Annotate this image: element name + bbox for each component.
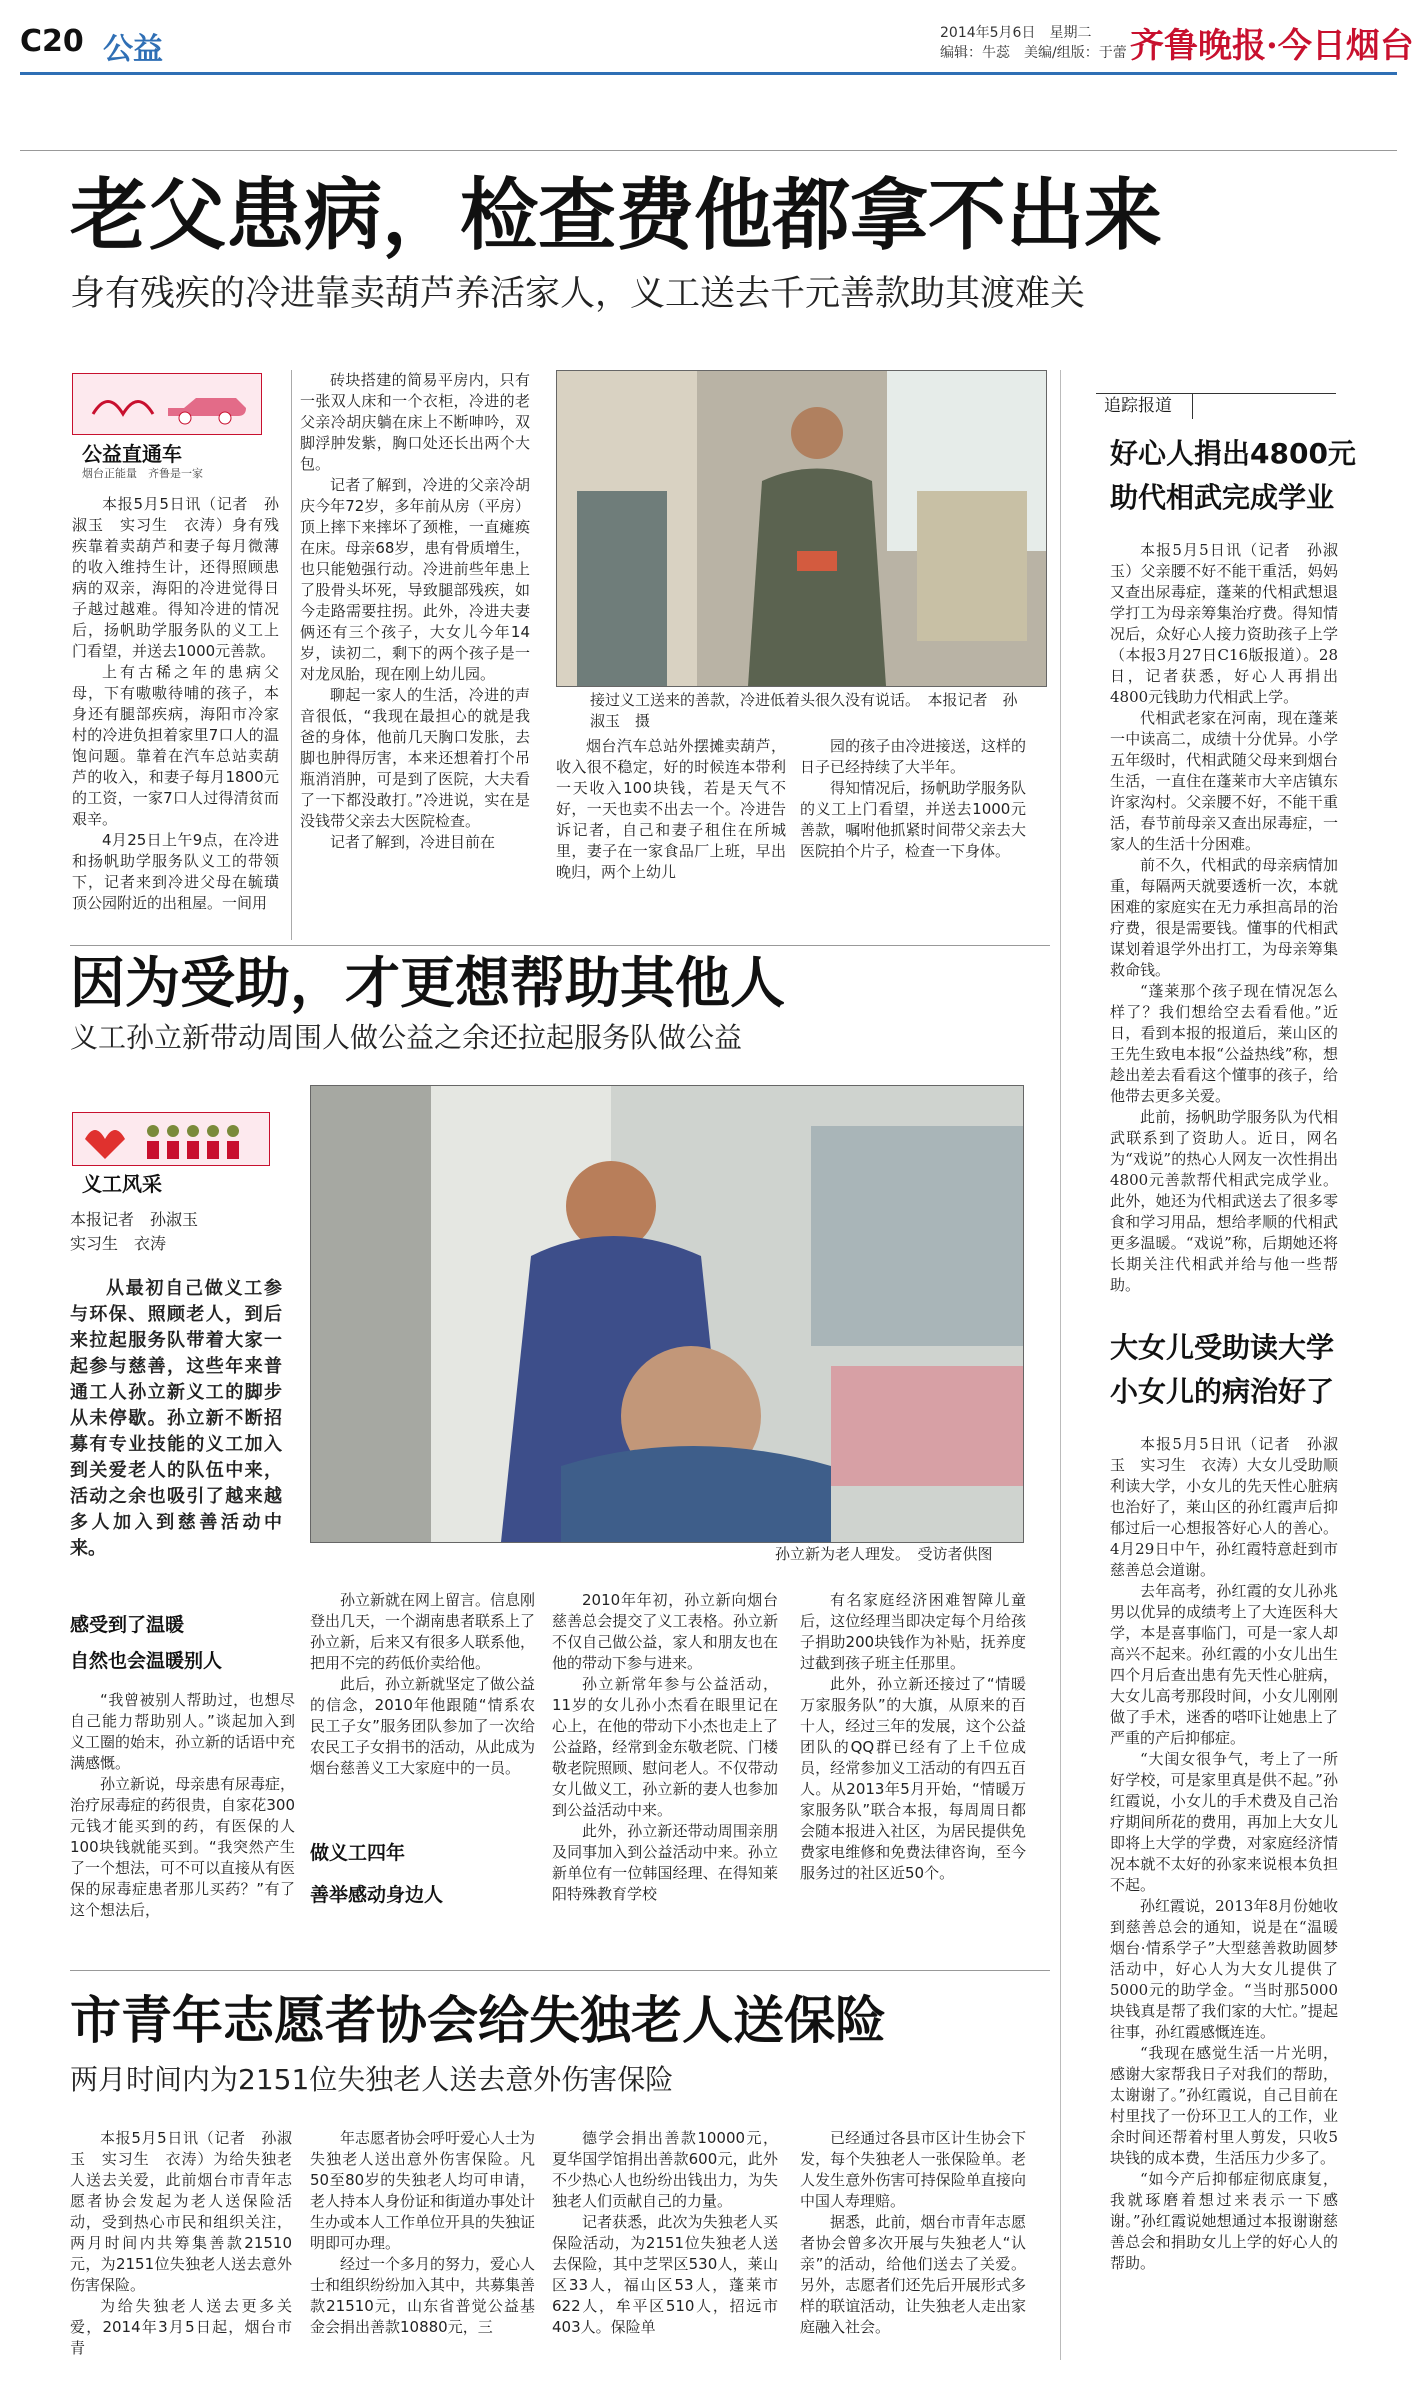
article1-photo xyxy=(556,370,1047,687)
car-heart-icon xyxy=(73,374,261,434)
article2-byline2: 实习生 衣涛 xyxy=(70,1234,167,1253)
section-name: 公益 xyxy=(103,32,163,67)
newspaper-logo: 齐鲁晚报·今日烟台 xyxy=(1130,26,1414,66)
article2-subhead2: 自然也会温暖别人 xyxy=(70,1650,223,1672)
article2-photo-caption: 孙立新为老人理发。 受访者供图 xyxy=(775,1545,993,1563)
article2-headline: 因为受助，才更想帮助其他人 xyxy=(70,951,786,1015)
article1-col3: 烟台汽车总站外摆摊卖葫芦，收入很不稳定，好的时候连本带利一天收入100块钱，若是天气不好，一天也卖不出去一个。冷进告诉记者，自己和妻子租住在所城里，妻子在一家食品厂上班，早出晚归，两个上幼儿 xyxy=(556,737,786,881)
article3-subheadline: 两月时间内为2151位失独老人送去意外伤害保险 xyxy=(70,2063,674,2096)
article2-subhead4: 善举感动身边人 xyxy=(310,1884,444,1906)
article1-photo-caption: 接过义工送来的善款，冷进低着头很久没有说话。 本报记者 孙淑玉 摄 xyxy=(590,691,1018,730)
top-divider xyxy=(20,150,1397,151)
sidebar-story2-body: 本报5月5日讯（记者 孙淑玉 实习生 衣涛）大女儿受助顺利读大学，小女儿的先天性心脏病也治好了，莱山区的孙红霞声后抑郁过后一心想报答好心人的善心。4月29日中午，孙红霞特意赶到市慈善总会道谢。 去年高考，孙红霞的女儿孙兆男以优异的成绩考上了大连医科大学，本是喜事临门，可是一家人却高兴不起来。孙红霞的小女儿出生四个月后查出患有先天性心脏病，大女儿高考那段时间，小女儿刚刚做了手术，迷香的嗒吓让她患上了严重的产后抑郁症。 “大闺女很争气，考上了一所好学校，可是家里真是供不起。”孙红霞说，小女儿的手术费及自己治疗期间所花的费用，再加上大女儿即将上大学的学费，对家庭经济情况本就不太好的孙家来说根本负担不起。 孙红霞说，2013年8月份她收到慈善总会的通知，说是在“温暖烟台·情系学子”大型慈善救助圆梦活动中，好心人为大女儿提供了5000元的助学金。“当时那5000块钱真是帮了我们家的大忙。”提起往事，孙红霞感慨连连。 “我现在感觉生活一片光明，感谢大家帮我日子对我们的帮助，太谢谢了。”孙红霞说，自己目前在村里找了一份环卫工人的工作，业余时间还帮着村里人剪发，只收5块钱的成本费，生活压力少多了。 “如今产后抑郁症彻底康复，我就琢磨着想过来表示一下感谢。”孙红霞说她想通过本报谢谢慈善总会和捐助女儿上学的好心人的帮助。 xyxy=(1110,1435,1338,2272)
sidebar-story1-title1: 好心人捐出4800元 xyxy=(1110,437,1356,470)
column-logo-volunteer xyxy=(72,1112,270,1166)
haircut-photo xyxy=(311,1086,1023,1542)
hands-heart-icon xyxy=(73,1113,269,1165)
article3-col1: 本报5月5日讯（记者 孙淑玉 实习生 衣涛）为给失独老人送去关爱，此前烟台市青年志愿者协会发起为老人送保险活动，受到热心市民和组织关注，两月时间内共筹集善款21510元，为2151位失独老人送去意外伤害保险。 为给失独老人送去更多关爱，2014年3月5日起，烟台市青 xyxy=(70,2129,292,2357)
editors-line: 编辑：牛蕊 美编/组版：于蕾 xyxy=(940,45,1127,61)
masthead-rule xyxy=(20,72,1397,75)
article3-headline: 市青年志愿者协会给失独老人送保险 xyxy=(70,1992,887,2051)
column2-label: 义工风采 xyxy=(82,1172,162,1196)
page-number: C20 xyxy=(20,24,84,59)
sidebar-story1-title2: 助代相武完成学业 xyxy=(1110,481,1335,514)
article1-col2: 砖块搭建的简易平房内，只有一张双人床和一个衣柜，冷进的老父亲冷胡庆躺在床上不断呻吟，双脚浮肿发紫，胸口处还长出两个大包。 记者了解到，冷进的父亲冷胡庆今年72岁，多年前从房（平房）顶上摔下来摔坏了颈椎，一直瘫痪在床。母亲68岁，患有骨质增生，也只能勉强行动。冷进前些年患上了股骨头坏死，导致腿部残疾，如今走路需要拄拐。此外，冷进夫妻俩还有三个孩子，大女儿今年14岁，读初二，剩下的两个孩子是一对龙凤胎，现在刚上幼儿园。 聊起一家人的生活，冷进的声音很低，“我现在最担心的就是我爸的身体，他前几天胸口发胀，去脚也肿得厉害，本来还想着打个吊瓶消消肿，可是到了医院，大夫看了一下都没敢打。”冷进说，实在是没钱带父亲去大医院检查。 记者了解到，冷进目前在 xyxy=(300,371,530,851)
sidebar-story1-body: 本报5月5日讯（记者 孙淑玉）父亲腰不好不能干重活，妈妈又查出尿毒症，蓬莱的代相武想退学打工为母亲筹集治疗费。得知情况后，众好心人接力资助孩子上学（本报3月27日C16版报道）。28日，记者获悉，好心人再捐出4800元钱助力代相武上学。 代相武老家在河南，现在蓬莱一中读高二，成绩十分优异。小学五年级时，代相武随父母来到烟台生活，一直住在蓬莱市大辛店镇东许家沟村。父亲腰不好，不能干重活，春节前母亲又查出尿毒症，一家人的生活十分困难。 前不久，代相武的母亲病情加重，每隔两天就要透析一次，本就困难的家庭实在无力承担高昂的治疗费，很是需要钱。懂事的代相武谋划着退学外出打工，为母亲筹集救命钱。 “蓬莱那个孩子现在情况怎么样了？我们想给空去看看他。”近日，看到本报的报道后，莱山区的王先生致电本报“公益热线”称，想趁出差去看看这个懂事的孩子，给他带去更多关爱。 此前，扬帆助学服务队为代相武联系到了资助人。近日，网名为“戏说”的热心人网友一次性捐出4800元善款帮代相武完成学业。此外，她还为代相武送去了很多零食和学习用品，想给孝顺的代相武更多温暖。“戏说”称，后期她还将长期关注代相武并给与他一些帮助。 xyxy=(1110,541,1338,1294)
article3-col4: 已经通过各县市区计生协会下发，每个失独老人一张保险单。老人发生意外伤害可持保险单直接向中国人寿理赔。 据悉，此前，烟台市青年志愿者协会曾多次开展与失独老人“认亲”的活动，给他们送去了关爱。另外，志愿者们还先后开展形式多样的联谊活动，让失独老人走出家庭融入社会。 xyxy=(800,2129,1026,2336)
article1-headline: 老父患病，检查费他都拿不出来 xyxy=(70,171,1163,261)
article2-col1: “我曾被别人帮助过，也想尽自己能力帮助别人。”谈起加入到义工圈的始末，孙立新的话语中充满感慨。 孙立新说，母亲患有尿毒症，治疗尿毒症的药很贵，自家花300元钱才能买到的药，有医保的人100块钱就能买到。“我突然产生了一个想法，可不可以直接从有医保的尿毒症患者那儿买药？”有了这个想法后， xyxy=(70,1691,296,1919)
man-holding-money-photo xyxy=(557,371,1046,686)
article3-col2: 年志愿者协会呼吁爱心人士为失独老人送出意外伤害保险。凡50至80岁的失独老人均可申请，老人持本人身份证和街道办事处计生办或本人工作单位开具的失独证明即可办理。 经过一个多月的努力，爱心人士和组织纷纷加入其中，共募集善款21510元，山东省普觉公益基金会捐出善款10880元，三 xyxy=(310,2129,536,2336)
article2-subheadline: 义工孙立新带动周围人做公益之余还拉起服务队做公益 xyxy=(70,1021,743,1054)
article1-col1: 本报5月5日讯（记者 孙淑玉 实习生 衣涛）身有残疾靠着卖葫芦和妻子每月微薄的收入维持生计，还得照顾患病的双亲，海阳的冷进觉得日子越过越难。得知冷进的情况后，扬帆助学服务队的义工上门看望，并送去1000元善款。 上有古稀之年的患病父母，下有嗷嗷待哺的孩子，本身还有腿部疾病，海阳市冷家村的冷进负担着家里7口人的温饱问题。靠着在汽车总站卖葫芦的收入，和妻子每月1800元的工资，一家7口人过得清贫而艰辛。 4月25日上午9点，在冷进和扬帆助学服务队义工的带领下，记者来到冷进父母在毓璜顶公园附近的出租屋。一间用 xyxy=(72,495,279,912)
article3-col3: 德学会捐出善款10000元，夏华国学馆捐出善款600元，此外不少热心人也纷纷出钱出力，为失独老人们贡献自己的力量。 记者获悉，此次为失独老人买保险活动，为2151位失独老人送去保险，其中芝罘区530人，莱山区33人，福山区53人，蓬莱市622人，牟平区510人，招远市403人。保险单 xyxy=(552,2129,778,2336)
issue-date: 2014年5月6日 星期二 xyxy=(940,25,1092,41)
article2-subhead1: 感受到了温暖 xyxy=(70,1614,185,1636)
column-label: 公益直通车 xyxy=(82,442,182,466)
sidebar-story2-title1: 大女儿受助读大学 xyxy=(1110,1331,1335,1364)
column-logo-car xyxy=(72,373,262,435)
article2-col4: 有名家庭经济困难智障儿童后，这位经理当即决定每个月给孩子捐助200块钱作为补贴，抚养度过截到孩子班主任那里。 此外，孙立新还接过了“情暖万家服务队”的大旗，从原来的百十人，经过三年的发展，这个公益团队的QQ群已经有了上千位成员，经常参加义工活动的有四五百人。从2013年5月开始，“情暖万家服务队”联合本报，每周周日都会随本报进入社区，为居民提供免费家电维修和免费法律咨询，至今服务过的社区近50个。 xyxy=(800,1591,1026,1882)
article2-lead: 从最初自己做义工参与环保、照顾老人，到后来拉起服务队带着大家一起参与慈善，这些年来普通工人孙立新义工的脚步从未停歇。孙立新不断招募有专业技能的义工加入到关爱老人的队伍中来，活动之余也吸引了越来越多人加入到慈善活动中来。 xyxy=(70,1278,282,1559)
article1-col4: 园的孩子由冷进接送，这样的日子已经持续了大半年。 得知情况后，扬帆助学服务队的义工上门看望，并送去1000元善款，嘱咐他抓紧时间带父亲去大医院拍个片子，检查一下身体。 xyxy=(800,737,1026,860)
sidebar-story2-title2: 小女儿的病治好了 xyxy=(1110,1375,1335,1408)
article2-col3: 2010年年初，孙立新向烟台慈善总会提交了义工表格。孙立新不仅自己做公益，家人和朋友也在他的带动下参与进来。 孙立新常年参与公益活动，11岁的女儿孙小杰看在眼里记在心上，在他的带动下小杰也走上了公益路，经常到金东敬老院、门楼敬老院照顾、慰问老人。不仅带动女儿做义工，孙立新的妻人也参加到公益活动中来。 此外，孙立新还带动周围亲朋及同事加入到公益活动中来。孙立新单位有一位韩国经理、在得知莱阳特殊教育学校 xyxy=(552,1591,778,1903)
column-slogan: 烟台正能量 齐鲁是一家 xyxy=(82,467,203,480)
sidebar-label-box xyxy=(1096,393,1193,419)
article2-col2: 孙立新就在网上留言。信息刚登出几天，一个湖南患者联系上了孙立新，后来又有很多人联系他，把用不完的药低价卖给他。 此后，孙立新就坚定了做公益的信念，2010年他跟随“情系农民工子女”服务团队参加了一次给农民工子女捐书的活动，从此成为烟台慈善义工大家庭中的一员。 xyxy=(310,1591,536,1777)
article2-byline1: 本报记者 孙淑玉 xyxy=(70,1210,199,1229)
article1-subheadline: 身有残疾的冷进靠卖葫芦养活家人，义工送去千元善款助其渡难关 xyxy=(70,274,1086,314)
sidebar-label: 追踪报道 xyxy=(1104,396,1172,416)
article2-photo xyxy=(310,1085,1024,1543)
article2-subhead3: 做义工四年 xyxy=(310,1842,406,1864)
